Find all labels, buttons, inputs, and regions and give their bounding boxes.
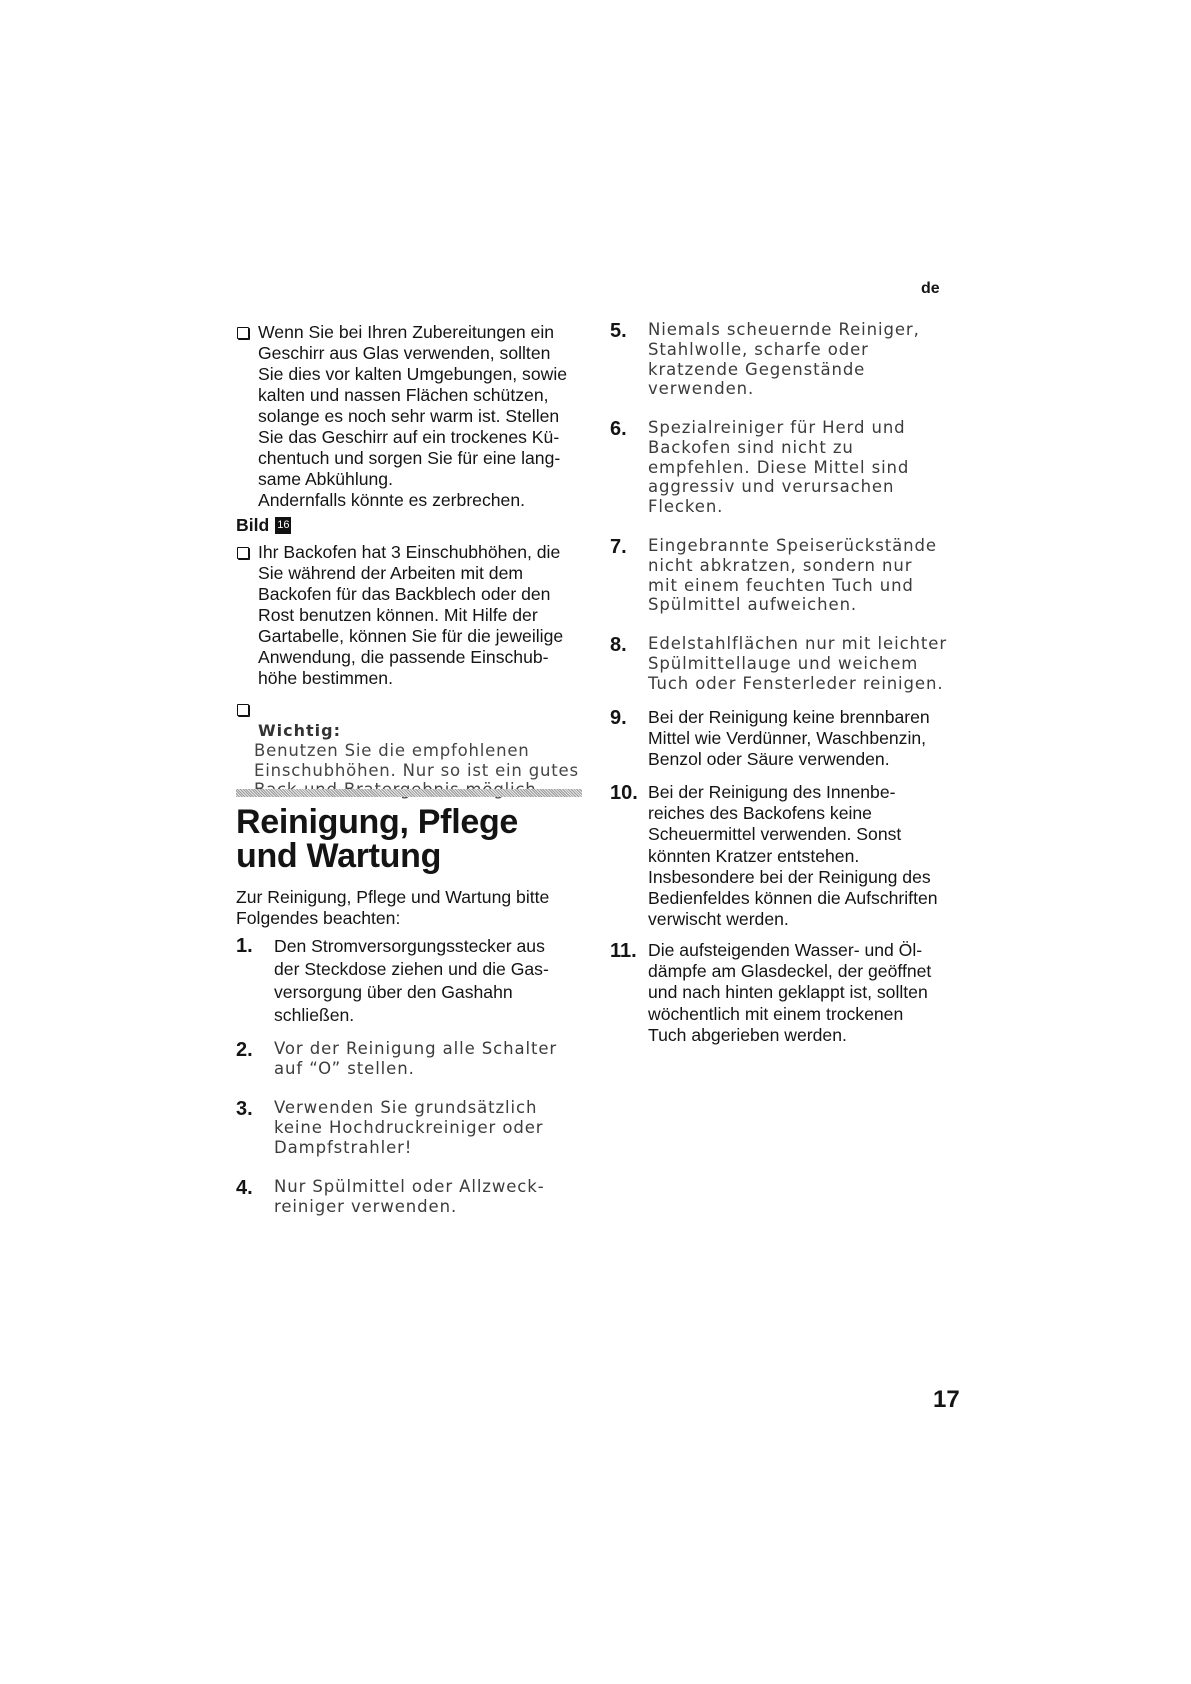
step-text: Bei der Reinigung keine brennbaren Mittel wie Verdünner, Waschbenzin, Benzol oder Säure verwenden.	[648, 707, 930, 770]
step-text: Den Stromversorgungsstecker aus der Steckdose ziehen und die Gas- versorgung über den Gashahn schließen.	[274, 936, 549, 1025]
step-text: Bei der Reinigung des Innenbe- reiches des Backofens keine Scheuermittel verwenden. Sonst könnten Kratzer entstehen. Insbesondere bei der Reinigung des Bedienfeldes können die Aufschriften verwischt werden.	[648, 782, 938, 930]
step-item	[610, 634, 947, 693]
step-text: Niemals scheuernde Reiniger, Stahlwolle, scharfe oder kratzende Gegenstände verwenden.	[648, 320, 920, 399]
left-column	[236, 322, 606, 800]
step-item	[236, 1039, 557, 1079]
page-number: 17	[933, 1386, 960, 1413]
step-number: 10.	[610, 782, 638, 804]
step-number: 11.	[610, 940, 637, 962]
shelf-levels-text: Ihr Backofen hat 3 Einschubhöhen, die Sie während der Arbeiten mit dem Backofen für das Backblech oder den Rost benutzen können. Mit Hilfe der Gartabelle, können Sie für die jeweilige Anwendung, die passende Einschub- höhe bestimmen.	[258, 542, 564, 688]
step-item	[610, 940, 931, 1046]
section-intro: Zur Reinigung, Pflege und Wartung bitte Folgendes beachten:	[236, 887, 550, 928]
step-item	[610, 418, 909, 517]
step-number: 4.	[236, 1177, 253, 1199]
figure-label: Bild	[236, 515, 270, 535]
step-number: 3.	[236, 1098, 253, 1120]
shelf-levels-bullet	[236, 542, 606, 689]
step-text: Vor der Reinigung alle Schalter auf “O” stellen.	[274, 1039, 558, 1078]
step-text: Spezialreiniger für Herd und Backofen sind nicht zu empfehlen. Diese Mittel sind aggressiv und verursachen Flecken.	[648, 418, 910, 517]
glassware-text: Wenn Sie bei Ihren Zubereitungen ein Geschirr aus Glas verwenden, sollten Sie dies vor kalten Umgebungen, sowie kalten und nassen Flächen schützen, solange es noch sehr warm ist. Stellen Sie das Geschirr auf ein trockenes Kü- chentuch und sorgen Sie für eine lang- same Abkühlung. Andernfalls könnte es zerbrechen.	[258, 322, 568, 510]
step-item	[236, 1098, 544, 1157]
checkbox-bullet-icon	[237, 547, 249, 559]
step-text: Eingebrannte Speiserückstände nicht abkratzen, sondern nur mit einem feuchten Tuch und Spülmittel aufweichen.	[648, 536, 937, 615]
step-number: 5.	[610, 320, 627, 342]
language-marker: de	[921, 280, 940, 297]
step-number: 7.	[610, 536, 627, 558]
step-number: 8.	[610, 634, 627, 656]
figure-number-badge: 16	[275, 517, 291, 534]
step-item	[610, 782, 938, 930]
glassware-bullet	[236, 322, 606, 511]
step-item	[610, 707, 930, 771]
checkbox-bullet-icon	[237, 327, 249, 339]
section-title: Reinigung, Pflege und Wartung	[236, 803, 519, 875]
important-note	[236, 699, 606, 741]
step-text: Die aufsteigenden Wasser- und Öl- dämpfe am Glasdeckel, der geöffnet und nach hinten geklappt ist, sollten wöchentlich mit einem trockenen Tuch abgerieben werden.	[648, 940, 932, 1045]
step-item	[236, 1177, 545, 1217]
section-divider	[236, 789, 582, 797]
step-item	[610, 320, 920, 399]
step-number: 2.	[236, 1039, 253, 1061]
step-text: Nur Spülmittel oder Allzweck- reiniger verwenden.	[274, 1177, 545, 1216]
step-item	[236, 935, 549, 1027]
step-text: Verwenden Sie grundsätzlich keine Hochdruckreiniger oder Dampfstrahler!	[274, 1098, 544, 1157]
checkbox-bullet-icon	[237, 704, 249, 716]
step-number: 1.	[236, 935, 253, 957]
step-item	[610, 536, 937, 615]
important-label: Wichtig:	[258, 721, 341, 740]
important-text: Benutzen Sie die empfohlenen Einschubhöhen. Nur so ist ein gutes	[254, 741, 579, 780]
figure-reference	[236, 515, 606, 536]
step-text: Edelstahlflächen nur mit leichter Spülmittellauge und weichem Tuch oder Fensterleder reinigen.	[648, 634, 948, 693]
step-number: 9.	[610, 707, 627, 729]
step-number: 6.	[610, 418, 627, 440]
